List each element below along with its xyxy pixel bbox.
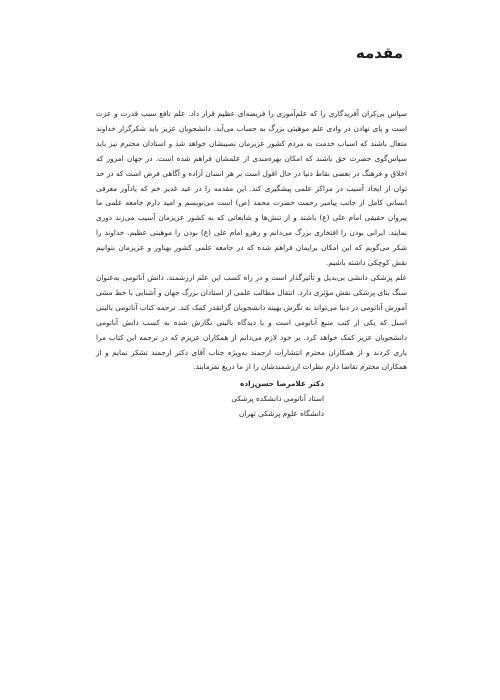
paragraph-2: علم پزشکی دانشی بی‌بدیل و تأثیرگذار است و در راه کسب این علم ارزشمند، دانش آناتومی به‌عنوان سنگ بنای پزشکی نقش مؤثری دارد. انتقال مطالب علمی از استادان بزرگ جهان و آشنایی با خط مشی آموزش آناتومی در دنیا می‌تواند به نگرش بهینه دانشجویان گرانقدر کمک کند. ترجمه کتاب آناتومی بالینی اسنل که یکی از کتب منبع آناتومی است و با دیدگاه بالینی نگارش شده به کسب دانش آناتومی دانشجویان عزیز کمک خواهد کرد. بر خود لازم می‌دانم از همکاران عزیزم که در ترجمه این کتاب مرا یاری کردند و از همکاران محترم انتشارات ارجمند به‌ویژه جناب آقای دکتر ارجمند تشکر نمایم و از همکاران محترم تقاضا دارم نظرات ارزشمندشان را از ما دریغ نفرمایند. xyxy=(96,272,407,372)
signature-block xyxy=(231,376,324,421)
signature-institution: دانشگاه علوم پزشکی تهران xyxy=(239,409,324,418)
signature-position: استاد آناتومی دانشکده پزشکی xyxy=(231,394,324,403)
preface-body xyxy=(96,107,407,375)
page-title: مقدمه xyxy=(355,44,403,62)
paragraph-1: سپاس بی‌کران آفریدگاری را که علم‌آموزی را فریضه‌ای عظیم قرار داد. علم نافع سبب قدرت و عزت است و پای نهادن در وادی علم موهبتی بزرگ به حساب می‌آید. دانشجویان عزیز باید شکرگزار خداوند متعال باشند که اسباب خدمت به مردم کشور عزیزمان نصیبشان خواهد شد و استادان محترم نیز باید سپاس‌گوی حضرت حق باشند که امکان بهره‌مندی از علمشان فراهم شده است. در جهان امروز که اخلاق و فرهنگ در بعضی نقاط دنیا در حال افول است بر هر انسان آزاده و آگاهی فرض است که در حد توان از ایجاد آسیب در مراکز علمی پیشگیری کند. این مقدمه را در عید غدیر خم که یادآور معرفی انسانی کامل از جانب پیامبر رحمت حضرت محمد (ص) است می‌نویسم و امید دارم جامعه علمی ما پیروان حقیقی امام علی (ع) باشند و از تنش‌ها و شایعاتی که به کشور عزیزمان آسیب می‌زند دوری نمایند. ایرانی بودن را افتخاری بزرگ می‌دانم و رهرو امام علی (ع) بودن را موهبتی عظیم. خداوند را شکر می‌گویم که این امکان برایمان فراهم شده که در جامعه علمی کشور بهناور و عزیزمان بتوانیم نقش کوچکی داشته باشیم. xyxy=(96,109,407,268)
signature-name: دکتر غلامرضا حسن‌زاده xyxy=(240,379,324,388)
